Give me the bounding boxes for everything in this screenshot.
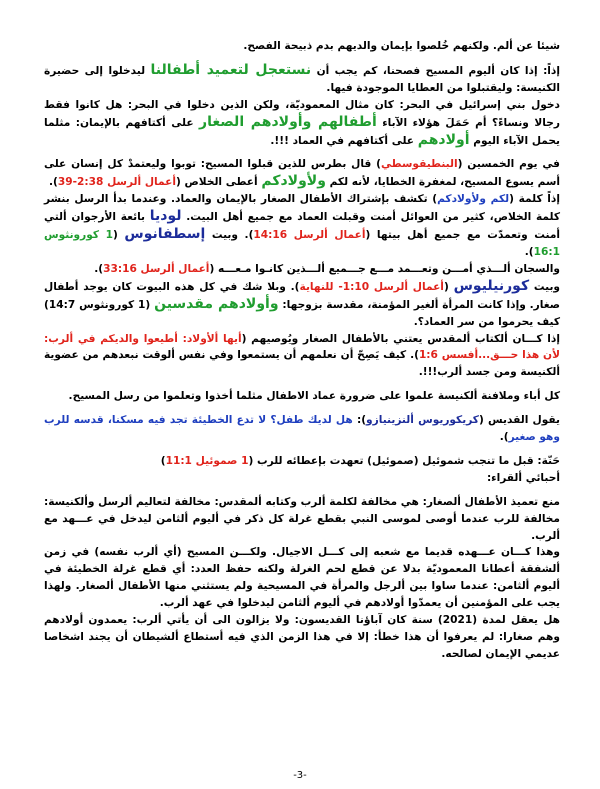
- highlighted-text: أعمال ألرسل 2:38-39: [57, 176, 176, 189]
- text-run: إذاً كلمة (: [509, 193, 560, 206]
- paragraph: [44, 261, 560, 278]
- text-run: (: [443, 280, 454, 293]
- text-run: ليدخلوا إلى حضيرة الكنيسة: وليقتبلوا من العطايا الموجودة فيها.: [44, 64, 560, 94]
- text-run: في يوم الخمسين (: [457, 158, 560, 171]
- highlighted-text: ولأولادكم: [261, 173, 326, 190]
- text-run: ) قال بطرس للذين قبلوا المسيح: توبوا وليعتمدْ كل إنسان على أسم يسوع المسيح، لمغفرة الخطايا، لأنه لكم: [44, 158, 560, 189]
- highlighted-text: وأولادهم مقدسين: [154, 295, 279, 312]
- text-run: شيئا عن ألم. ولكنهم خُلصوا بإيمان والديهم بدم ذبيحة الفصح.: [243, 40, 560, 52]
- highlighted-text: كريكوريوس ألنزينيازو: [366, 414, 479, 427]
- text-run: والسجان ألـــذي أمـــن وتعـــمد مـــع جـــميع ألـــذين كانـوا مـعـــه (: [209, 262, 560, 275]
- paragraph: [44, 412, 560, 446]
- text-run: ). وبيت: [205, 229, 254, 242]
- text-run: يقول القديس (: [478, 414, 560, 427]
- paragraph: [44, 612, 560, 663]
- text-run: منع تعميذ الأطفال ألصغار: هي مخالفة لكلمة ألرب وكتابه ألمقدس: مخالفة لتعاليم ألرسل وألكنيسة: مخالفة للرب عندما أوصى لموسى النبي بقطع غرلة كل ذكر في أليوم ألثامن ليدخل في عـــهد مع ألرب.: [44, 495, 560, 542]
- text-run: ) تكشف بإشتراك الأطفال الصغار بالإيمان والعماد. وعندما بدأ الرسل بنشر كلمة الخلاص، كثير من العوائل أمنت وقبلت العماد مع جميع أهل البيت.: [44, 193, 560, 224]
- highlighted-text: كورنيليوس: [453, 277, 530, 294]
- paragraph: [44, 62, 560, 97]
- page-number: -3-: [293, 770, 307, 781]
- text-run: ).: [524, 245, 534, 258]
- text-run: إذاً: إذا كان أليوم المسيح فصحنا، كم يجب أن: [311, 64, 560, 77]
- text-run: على أكتافهم في العماد !!!.: [270, 134, 418, 147]
- text-run: دخول بني إسرائيل في البحر: كان مثال المعموديّة، ولكن الذين دخلوا في البحر: هل كانوا فقط رجالا ونساءً؟ أم حَمَلَ هؤلاء الآباء: [44, 98, 560, 129]
- highlighted-text: 1 صموئيل 11:1: [165, 454, 249, 467]
- text-run: أحبائي ألقراء:: [486, 471, 560, 484]
- highlighted-text: أولادهم: [417, 131, 470, 148]
- text-run: أعطى الخلاص (: [176, 176, 262, 189]
- highlighted-text: لوديا: [149, 208, 182, 225]
- paragraph: [44, 278, 560, 331]
- highlighted-text: لكم ولأولادكم: [437, 193, 510, 206]
- highlighted-text: أعمال ألرسل 33:16: [103, 262, 210, 275]
- text-run: حَنّة: قبل ما تنجب شموئيل (صموئيل) تعهدت بإعطائه للرب (: [248, 454, 560, 467]
- paragraph: [44, 156, 560, 191]
- text-run: ).: [94, 262, 104, 275]
- highlighted-text: أيها ألأولاد: أطيعوا والديكم في ألرب: لأن هذا حـــق...أفسس 1:6: [44, 332, 560, 362]
- text-run: ). كيف يَصِحّ أن نعلمهم أن يستمعوا وفي نفس ألوقت نبعدهم من عضوية ألكنيسة ومن جسد ألرب!!!.: [44, 349, 560, 379]
- paragraph: [44, 470, 560, 487]
- paragraph: [44, 97, 560, 150]
- text-run: ).: [49, 176, 58, 189]
- paragraph: [44, 494, 560, 545]
- highlighted-text: هل لديك طفل؟ لا تدع الخطيئة تجد فيه مسكنا، قدسه للرب وهو صغير: [44, 414, 560, 444]
- highlighted-text: أعمال ألرسل 1:10- للنهاية: [299, 280, 444, 293]
- text-run: وهذا كـــان عـــهده قديما مع شعبه إلى كـــل الاجيال. ولكـــن المسيح (أي ألرب نفسه) في زمن ألشفقة أعطانا المعموديّة بدلا عن قطع لحم الغرلة ولكنه حفظ العدد: أي قطع غرلة الخطيئة في أليوم ألثامن: عندما ساوا بين ألرجل والمرأة في المسيحية ولم يستثني منها الأطفال ألصغار. ولهذا يجب على المؤمنين أن يعمدّوا أولادهم في أليوم ألثامن ليدخلوا في عهد ألرب.: [44, 546, 560, 610]
- text-run: على أكتافهم بالإيمان: مثلما يحمل الآباء اليوم: [44, 116, 560, 147]
- highlighted-text: نستعجل لتعميد أطفالنا: [150, 61, 312, 78]
- highlighted-text: البنطيقوسطي: [380, 158, 458, 171]
- document-body: [44, 38, 560, 663]
- text-run: ). وبلا شك في كل هذه البيوت كان يوجد أطفال صغار. وإذا كانت المرأة ألغير المؤمنة، مقدسة بزوجها:: [44, 280, 560, 311]
- paragraph: [44, 331, 560, 382]
- text-run: بائعة الأرجوان ألتي أمنت وتعمدّت مع جميع أهل بيتها (: [44, 211, 561, 242]
- highlighted-text: أعمال ألرسل 14:16: [253, 229, 366, 242]
- text-run: كل أباء وملافنة ألكنيسة علموا على ضرورة عماد الاطفال مثلما أخذوا وتعلموا من رسل المسيح.: [68, 390, 560, 403]
- text-run: ): [160, 454, 166, 467]
- paragraph: [44, 453, 560, 470]
- text-run: ).: [499, 431, 509, 444]
- paragraph: [44, 191, 560, 261]
- paragraph: [44, 388, 560, 405]
- text-run: إذا كـــان ألكتاب ألمقدس يعتني بالأطفال الصغار ويُوصيهم (: [241, 332, 560, 345]
- text-run: (: [113, 229, 125, 242]
- text-run: وبيت: [529, 280, 561, 293]
- paragraph: [44, 38, 560, 55]
- paragraph: [44, 544, 560, 612]
- highlighted-text: إسطفانوس: [124, 226, 206, 243]
- highlighted-text: 1 كورونثوس 16:1: [44, 229, 560, 258]
- text-run: ):: [352, 414, 367, 427]
- highlighted-text: أطفالهم وأولادهم الصغار: [199, 113, 377, 130]
- text-run: (1 كورونثوس 14:7) كيف يحرموا من سر العماد؟.: [44, 298, 560, 328]
- text-run: هل يعقل لمدة (2021) سنة كان آباؤنا القديسون: ولا يزالون الى أن يأتي ألرب: يعمدون أولادهم وهم صغارا: لم يعرفوا أن هذا خطأ: إلا في هذا الزمن الذي فيه أستطاع ألشيطان أن يجند اشخاصا عديمي الإيمان لصالحه.: [44, 614, 561, 660]
